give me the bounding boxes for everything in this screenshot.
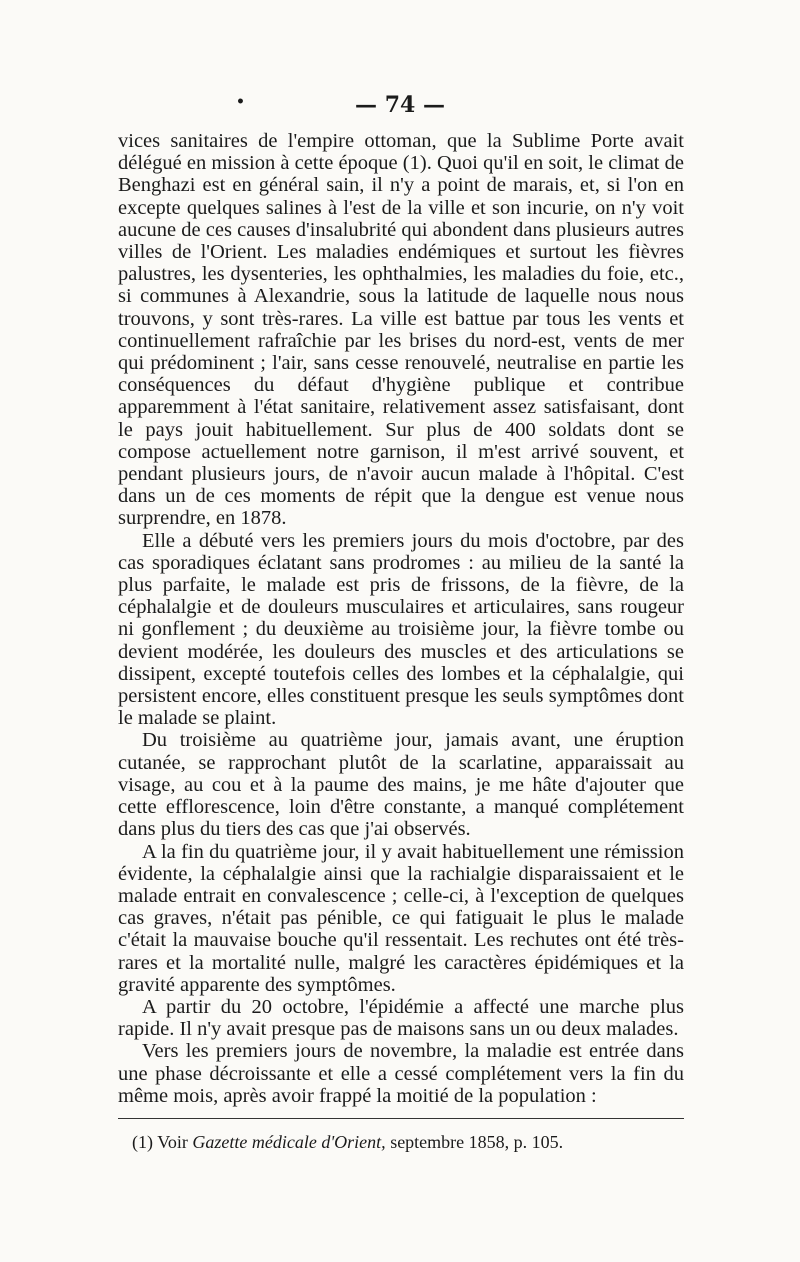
paragraph-6: Vers les premiers jours de novembre, la maladie est entrée dans une phase décroissante et elle a cessé complétement vers la fin du même mois, après avoir frappé la moitié de la population : — [118, 1040, 684, 1107]
paragraph-2: Elle a débuté vers les premiers jours du mois d'octobre, par des cas sporadiques éclatant sans prodromes : au milieu de la santé la plus parfaite, le malade est pris de frissons, de la fièvre, de la céphalalgie et de douleurs musculaires et articulaires, sans rougeur ni gonflement ; du deuxième au troisième jour, la fièvre tombe ou devient modérée, les douleurs des muscles et des articulations se dissipent, excepté toutefois celles des lombes et la céphalalgie, qui persistent encore, elles constituent presque les seuls symptômes dont le malade se plaint. — [118, 529, 684, 730]
paragraph-3: Du troisième au quatrième jour, jamais avant, une éruption cutanée, se rapprochant plutôt de la scarlatine, apparaissait au visage, au cou et à la paume des mains, je me hâte d'ajouter que cette efflorescence, loin d'être constante, a manqué complétement dans plus du tiers des cas que j'ai observés. — [118, 729, 684, 841]
body-text — [118, 130, 684, 1107]
page-header — [0, 92, 800, 118]
paragraph-1: vices sanitaires de l'empire ottoman, que la Sublime Porte avait délégué en mission à cette époque (1). Quoi qu'il en soit, le climat de Benghazi est en général sain, il n'y a point de marais, et, si l'on en excepte quelques salines à l'est de la ville et son incurie, on n'y voit aucune de ces causes d'insalubrité qui abondent dans plusieurs autres villes de l'Orient. Les maladies endémiques et surtout les fièvres palustres, les dysenteries, les ophthalmies, les maladies du foie, etc., si communes à Alexandrie, sous la latitude de laquelle nous nous trouvons, y sont très-rares. La ville est battue par tous les vents et continuellement rafraîchie par les brises du nord-est, vents de mer qui prédominent ; l'air, sans cesse renouvelé, neutralise en partie les conséquences du défaut d'hygiène publique et contribue apparemment à l'état sanitaire, relativement assez satisfaisant, dont le pays jouit habituellement. Sur plus de 400 soldats dont se compose actuellement notre garnison, il m'est arrivé souvent, et pendant plusieurs jours, de n'avoir aucun malade à l'hôpital. C'est dans un de ces moments de répit que la dengue est venue nous surprendre, en 1878. — [118, 130, 684, 530]
header-dot: • — [236, 94, 245, 110]
page-number: — 74 — — [355, 92, 445, 118]
footnote-rest: septembre 1858, p. 105. — [390, 1132, 564, 1152]
footnote-journal: Gazette médicale d'Orient, — [192, 1132, 386, 1152]
footnote-marker: (1) — [132, 1132, 153, 1152]
paragraph-4: A la fin du quatrième jour, il y avait habituellement une rémission évidente, la céphalalgie ainsi que la rachialgie disparaissaient et le malade entrait en convalescence ; celle-ci, à l'exception de quelques cas graves, n'était pas pénible, ce qui fatiguait le plus le malade c'était la mauvaise bouche qu'il ressentait. Les rechutes ont été très-rares et la mortalité nulle, malgré les caractères épidémiques et la gravité apparente des symptômes. — [118, 840, 684, 996]
paragraph-5: A partir du 20 octobre, l'épidémie a affecté une marche plus rapide. Il n'y avait presque pas de maisons sans un ou deux malades. — [118, 995, 684, 1041]
footnote-rule — [118, 1118, 684, 1119]
footnote-lead: Voir — [157, 1132, 188, 1152]
footnote — [132, 1132, 692, 1153]
